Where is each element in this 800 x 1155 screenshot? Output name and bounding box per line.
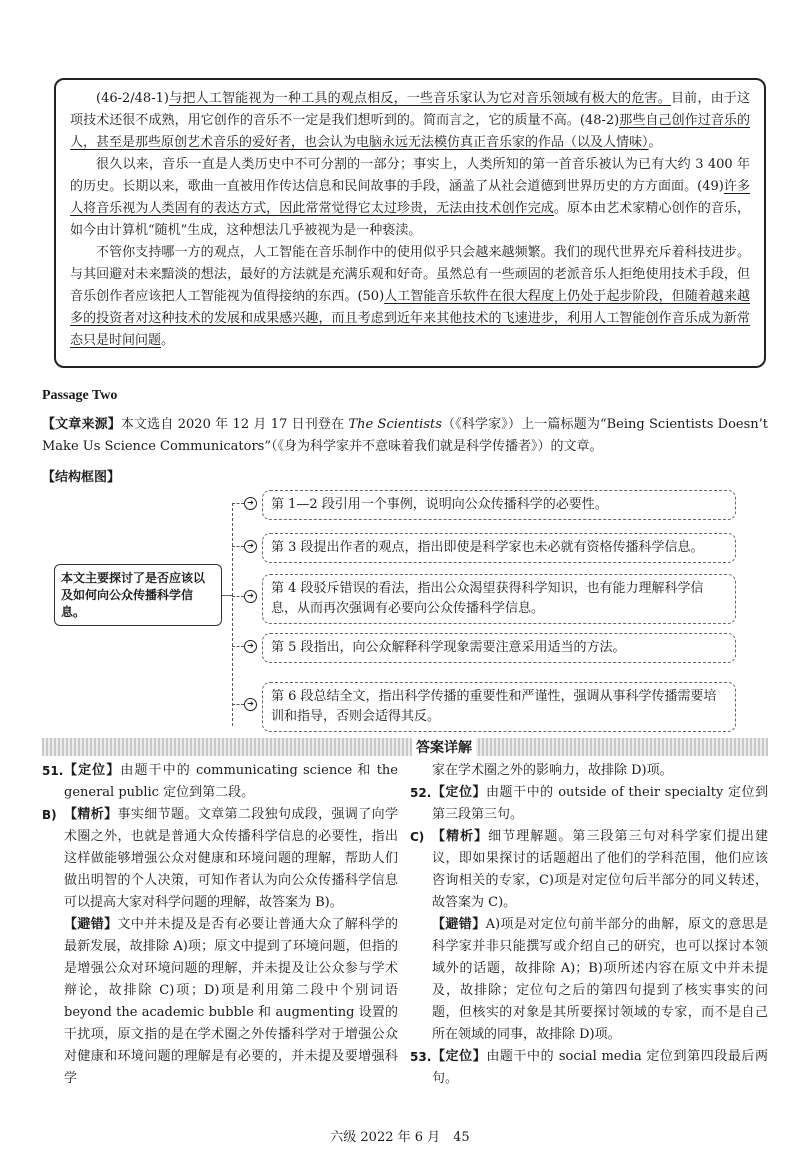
translation-box [54, 78, 766, 368]
question-number: 51. [42, 764, 64, 778]
plain-text: 。 [161, 333, 175, 348]
journal-name: The Scientists [348, 417, 442, 432]
locate-text: 由题干中的 communicating science 和 the general public 定位到第二段。 [64, 763, 398, 800]
underlined-sentence: 那些自己创作过音乐的人，甚至是那些原创艺术音乐的爱好者，也会认为电脑永远无法模仿真正音乐家的作品（以及人情味） [70, 113, 750, 150]
answer-letter: C) [410, 830, 425, 844]
underlined-sentence: 与把人工智能视为一种工具的观点相反，一些音乐家认为它对音乐领域有极大的危害。 [168, 91, 671, 106]
analysis-tag: 【精析】 [64, 807, 118, 822]
framework-title: 【结构框图】 [42, 470, 121, 485]
plain-text: 。原本由艺术家精心创作的音乐，如今由计算机“随机”生成，这种想法几乎被视为是一种亵渎。 [70, 201, 750, 238]
passage-title: Passage Two [42, 388, 118, 403]
arrow-circle-icon: ➔ [244, 590, 257, 603]
locate-text: 由题干中的 outside of their specialty 定位到第三段第三句。 [432, 785, 768, 822]
question-52-avoid-errors [410, 914, 768, 1046]
question-51-avoid-errors [42, 914, 398, 1090]
framework-node-1: 第 1—2 段引用一个事例，说明向公众传播科学的必要性。 [262, 490, 736, 520]
question-52-analysis [410, 826, 768, 914]
answer-right-column [410, 760, 768, 1090]
answer-header-bar [42, 738, 768, 756]
arrow-circle-icon: ➔ [244, 698, 257, 711]
avoid-error-text: A)项是对定位句前半部分的曲解，原文的意思是科学家并非只能撰写或介绍自己的研究，也可以探讨本领域外的话题，故排除 A)；B)项所述内容在原文中并未提及，故排除；定位句之后的第四句提到了核实事实的问题，但核实的对象是其所要探讨领域的专家，而不是自己所在领域的同事，故排除 D)项。 [432, 917, 768, 1042]
tree-connector [232, 503, 244, 504]
analysis-text: 事实细节题。文章第二段独句成段，强调了向学术圈之外，也就是普通大众传播科学信息的必要性，指出这样做能够增强公众对健康和环境问题的理解，帮助人们做出明智的个人决策，可知作者认为向公众传播科学信息可以提高大家对科学问题的理解，故答案为 B)。 [64, 807, 398, 910]
arrow-circle-icon: ➔ [244, 540, 257, 553]
answer-letter: B) [42, 808, 57, 822]
translation-paragraph-1 [70, 88, 750, 154]
source-tag: 【文章来源】 [42, 417, 121, 432]
page-footer: 六级 2022 年 6 月 45 [330, 1130, 470, 1145]
source-text: 本文选自 2020 年 12 月 17 日刊登在 [120, 417, 349, 432]
article-source [42, 414, 768, 458]
plain-text: 不管你支持哪一方的观点，人工智能在音乐制作中的使用似乎只会越来越频繁。我们的现代世界充斥着科技进步。与其回避对未来黯淡的想法，最好的方法就是充满乐观和好奇。虽然总有一些顽固的老派音乐人拒绝使用技术手段，但音乐创作者应该把人工智能视为值得接纳的东西。 [70, 245, 750, 304]
analysis-text: 细节理解题。第三段第三句对科学家们提出建议，即如果探讨的话题超出了他们的学科范围，他们应该咨询相关的专家，C)项是对定位句后半部分的同义转述，故答案为 C)。 [432, 829, 768, 910]
question-53-locate [410, 1046, 768, 1090]
locate-tag: 【定位】 [64, 763, 121, 778]
tree-connector [232, 596, 244, 597]
arrow-circle-icon: ➔ [244, 497, 257, 510]
translation-paragraph-2 [70, 154, 750, 242]
ref-mark: (48-2) [579, 113, 620, 128]
underlined-sentence: 许多人将音乐视为人类固有的表达方式，因此常常觉得它太过珍贵，无法由技术创作完成 [70, 179, 750, 216]
avoid-error-tag: 【避错】 [64, 917, 118, 932]
source-text: （《科学家》）上一篇标题为“Being Scientists Doesn’t Make Us Science Communicators”（《身为科学家并不意味着我们就是科学传播者》）的文章。 [42, 417, 768, 454]
tree-connector [232, 646, 244, 647]
avoid-error-text: 文中并未提及是否有必要让普通大众了解科学的最新发展，故排除 A)项；原文中提到了环境问题，但指的是增强公众对环境问题的理解，并未提及让公众参与学术辩论，故排除 C)项；D)项是利用第二段中个别词语 beyond the academic bubble 和 augmenting 设置的干扰项，原文指的是在学术圈之外传播科学对于增强公众对健康和环境问题的理解是有必要的，并未提及要增强科学 [64, 917, 398, 1086]
locate-text: 由题干中的 social media 定位到第四段最后两句。 [432, 1049, 768, 1086]
plain-text: 。 [648, 135, 662, 150]
translation-paragraph-3 [70, 242, 750, 352]
question-51-locate [42, 760, 398, 804]
arrow-circle-icon: ➔ [244, 640, 257, 653]
tree-connector [232, 503, 233, 726]
summary-box: 本文主要探讨了是否应该以及如何向公众传播科学信息。 [54, 564, 222, 626]
tree-connector [232, 546, 244, 547]
locate-tag: 【定位】 [432, 1049, 487, 1064]
analysis-tag: 【精析】 [432, 829, 489, 844]
framework-node-4: 第 5 段指出，向公众解释科学现象需要注意采用适当的方法。 [262, 633, 736, 663]
plain-text: 目前，由于这项技术还很不成熟，用它创作的音乐不一定是我们想听到的。简而言之，它的质量不高。 [70, 91, 750, 128]
framework-node-3: 第 4 段驳斥错误的看法，指出公众渴望获得科学知识，也有能力理解科学信息，从而再次强调有必要向公众传播科学信息。 [262, 574, 736, 624]
avoid-error-tag: 【避错】 [432, 917, 486, 932]
question-52-locate [410, 782, 768, 826]
answer-header-title: 答案详解 [412, 737, 476, 757]
ref-mark: (49) [697, 179, 724, 194]
locate-tag: 【定位】 [432, 785, 487, 800]
underlined-sentence: 人工智能音乐软件在很大程度上仍处于起步阶段，但随着越来越多的投资者对这种技术的发展和成果感兴趣，而且考虑到近年来其他技术的飞速进步，利用人工智能创作音乐成为新常态只是时间问题 [70, 289, 750, 348]
plain-text: 很久以来，音乐一直是人类历史中不可分割的一部分；事实上，人类所知的第一首音乐被认为已有大约 3 400 年的历史。长期以来，歌曲一直被用作传达信息和民间故事的手段，涵盖了从社会道德到世界历史的方方面面。 [70, 157, 750, 194]
question-number: 53. [410, 1050, 432, 1064]
ref-mark: (50) [357, 289, 385, 304]
question-51-analysis [42, 804, 398, 914]
framework-node-5: 第 6 段总结全文，指出科学传播的重要性和严谨性，强调从事科学传播需要培训和指导，否则会适得其反。 [262, 682, 736, 732]
ref-mark: (46-2/48-1) [96, 91, 169, 106]
framework-node-2: 第 3 段提出作者的观点，指出即使是科学家也未必就有资格传播科学信息。 [262, 533, 736, 563]
tree-connector [222, 595, 232, 596]
tree-connector [232, 704, 244, 705]
question-51-continued: 家在学术圈之外的影响力，故排除 D)项。 [432, 763, 673, 778]
answer-left-column [42, 760, 398, 1090]
question-number: 52. [410, 786, 432, 800]
